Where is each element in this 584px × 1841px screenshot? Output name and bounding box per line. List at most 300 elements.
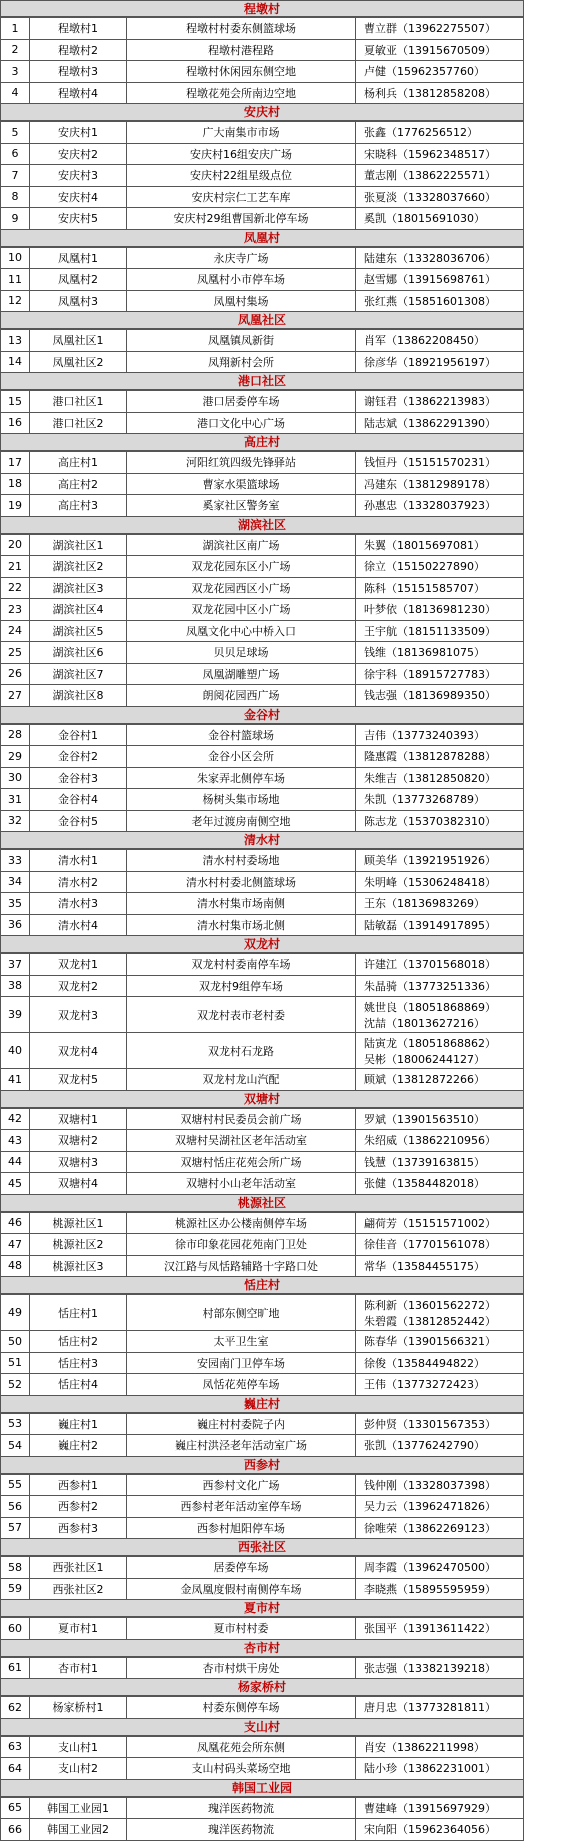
table-row [1, 1797, 524, 1819]
row-number: 18 [1, 473, 30, 495]
site-code: 双龙村3 [30, 997, 127, 1033]
site-location: 桃源社区办公楼南侧停车场 [127, 1212, 356, 1234]
site-location: 程墩花苑会所南边空地 [127, 82, 356, 104]
row-number: 26 [1, 663, 30, 685]
table-row [1, 1758, 524, 1780]
site-location: 凤凰文化中心中桥入口 [127, 620, 356, 642]
site-location: 村委东侧停车场 [127, 1697, 356, 1719]
row-number: 64 [1, 1758, 30, 1780]
site-code: 双塘村1 [30, 1108, 127, 1130]
site-location: 曹家水渠篮球场 [127, 473, 356, 495]
contact-cell [356, 1474, 524, 1496]
site-location: 瑰洋医药物流 [127, 1797, 356, 1819]
row-number: 33 [1, 850, 30, 872]
site-code: 湖滨社区7 [30, 663, 127, 685]
site-code: 恬庄村3 [30, 1352, 127, 1374]
row-number: 15 [1, 391, 30, 413]
contact-cell [356, 1108, 524, 1130]
table-row [1, 767, 524, 789]
contact-person: 陈利新（13601562272） [364, 1298, 496, 1312]
site-location: 凤凰花苑会所东侧 [127, 1736, 356, 1758]
contact-cell [356, 810, 524, 832]
row-number: 66 [1, 1819, 30, 1841]
contact-person: 彭仲贤（13301567353） [364, 1417, 496, 1431]
site-code: 湖滨社区2 [30, 556, 127, 578]
row-number: 59 [1, 1578, 30, 1600]
contact-person: 姚世良（18051868869） [364, 1000, 496, 1014]
contact-cell [356, 1657, 524, 1679]
table-row [1, 810, 524, 832]
group-header: 湖滨社区 [0, 517, 524, 534]
site-code: 金谷村2 [30, 746, 127, 768]
site-location: 居委停车场 [127, 1557, 356, 1579]
group-table [0, 1657, 524, 1680]
contact-cell [356, 893, 524, 915]
site-code: 恬庄村1 [30, 1295, 127, 1331]
row-number: 39 [1, 997, 30, 1033]
contact-person: 吴力云（13962471826） [364, 1500, 496, 1514]
site-location: 湖滨社区南广场 [127, 534, 356, 556]
row-number: 61 [1, 1657, 30, 1679]
contact-person: 唐月忠（13773281811） [364, 1701, 496, 1715]
contact-cell [356, 186, 524, 208]
group-header: 夏市村 [0, 1600, 524, 1617]
contact-cell [356, 1331, 524, 1353]
contact-person: 杨利兵（13812858208） [364, 86, 496, 100]
contact-cell [356, 1352, 524, 1374]
table-row [1, 1657, 524, 1679]
contact-person: 常华（13584455175） [364, 1259, 485, 1273]
contact-person: 徐佳音（17701561078） [364, 1238, 496, 1252]
row-number: 7 [1, 165, 30, 187]
contact-cell [356, 914, 524, 936]
contact-cell [356, 1295, 524, 1331]
site-code: 安庆村4 [30, 186, 127, 208]
contact-person: 张志强（13382139218） [364, 1661, 496, 1675]
contact-person: 钱志强（18136989350） [364, 689, 496, 703]
site-location: 金凤凰度假村南侧停车场 [127, 1578, 356, 1600]
site-location: 西参村文化广场 [127, 1474, 356, 1496]
site-location: 清水村集市场南侧 [127, 893, 356, 915]
contact-cell [356, 473, 524, 495]
table-row [1, 599, 524, 621]
site-code: 程墩村2 [30, 39, 127, 61]
table-row [1, 330, 524, 352]
table-row [1, 975, 524, 997]
contact-cell [356, 975, 524, 997]
table-row [1, 1736, 524, 1758]
site-code: 杏市村1 [30, 1657, 127, 1679]
table-row [1, 391, 524, 413]
group-header: 恬庄村 [0, 1277, 524, 1294]
site-location: 巍庄村洪泾老年活动室广场 [127, 1435, 356, 1457]
contact-person: 朱明峰（15306248418） [364, 875, 496, 889]
site-code: 安庆村3 [30, 165, 127, 187]
contact-cell [356, 290, 524, 312]
site-location: 双塘村村民委员会前广场 [127, 1108, 356, 1130]
site-code: 清水村3 [30, 893, 127, 915]
contact-person: 张国平（13913611422） [364, 1622, 496, 1636]
group-table [0, 849, 524, 936]
table-row [1, 1578, 524, 1600]
site-code: 西参村3 [30, 1517, 127, 1539]
table-row [1, 746, 524, 768]
row-number: 41 [1, 1069, 30, 1091]
site-location: 奚家社区警务室 [127, 495, 356, 517]
contact-person: 徐唯荣（13862269123） [364, 1521, 496, 1535]
contact-person: 张凯（13776242790） [364, 1439, 485, 1453]
table-row [1, 685, 524, 707]
group-table [0, 329, 524, 373]
table-row [1, 1374, 524, 1396]
site-code: 双塘村4 [30, 1173, 127, 1195]
table-row [1, 1557, 524, 1579]
row-number: 10 [1, 247, 30, 269]
contact-person: 张夏淡（13328037660） [364, 190, 496, 204]
site-location: 村部东侧空旷地 [127, 1295, 356, 1331]
contact-cell [356, 391, 524, 413]
site-location: 程墩村村委东侧篮球场 [127, 18, 356, 40]
site-location: 凤恬花苑停车场 [127, 1374, 356, 1396]
contact-person: 宋晓科（15962348517） [364, 147, 496, 161]
site-code: 湖滨社区6 [30, 642, 127, 664]
contact-cell [356, 1435, 524, 1457]
contact-person: 董志刚（13862225571） [364, 169, 496, 183]
table-row [1, 122, 524, 144]
contact-person: 冯建东（13812989178） [364, 477, 496, 491]
contact-person: 陈春华（13901566321） [364, 1335, 496, 1349]
group-table [0, 1474, 524, 1540]
contact-cell [356, 165, 524, 187]
site-code: 桃源社区2 [30, 1234, 127, 1256]
contact-cell [356, 556, 524, 578]
site-code: 程墩村4 [30, 82, 127, 104]
row-number: 40 [1, 1033, 30, 1069]
site-code: 桃源社区1 [30, 1212, 127, 1234]
contact-person: 顾斌（13812872266） [364, 1073, 485, 1087]
site-location: 安庆村16组安庆广场 [127, 143, 356, 165]
contact-cell [356, 663, 524, 685]
row-number: 56 [1, 1496, 30, 1518]
table-row [1, 534, 524, 556]
group-header: 杨家桥村 [0, 1679, 524, 1696]
site-location: 贝贝足球场 [127, 642, 356, 664]
group-table [0, 1736, 524, 1780]
contact-cell [356, 1413, 524, 1435]
table-row [1, 1413, 524, 1435]
group-table [0, 451, 524, 517]
site-location: 双塘村恬庄花苑会所广场 [127, 1151, 356, 1173]
site-location: 双龙村表市老村委 [127, 997, 356, 1033]
contact-person: 陆寅龙（18051868862） [364, 1036, 496, 1050]
group-table [0, 1696, 524, 1719]
site-code: 清水村4 [30, 914, 127, 936]
contact-person: 朱晶骑（13773251336） [364, 979, 496, 993]
contact-cell [356, 82, 524, 104]
site-code: 巍庄村2 [30, 1435, 127, 1457]
site-code: 凤凰社区2 [30, 351, 127, 373]
site-code: 清水村2 [30, 871, 127, 893]
table-row [1, 1618, 524, 1640]
row-number: 24 [1, 620, 30, 642]
table-row [1, 61, 524, 83]
contact-cell [356, 412, 524, 434]
group-header: 金谷村 [0, 707, 524, 724]
site-location: 港口文化中心广场 [127, 412, 356, 434]
row-number: 6 [1, 143, 30, 165]
row-number: 23 [1, 599, 30, 621]
contact-cell [356, 1557, 524, 1579]
contact-cell [356, 997, 524, 1033]
site-code: 程墩村1 [30, 18, 127, 40]
contact-person: 曹立群（13962275507） [364, 22, 496, 36]
table-row [1, 1173, 524, 1195]
site-location: 金谷村篮球场 [127, 724, 356, 746]
site-location: 西参村老年活动室停车场 [127, 1496, 356, 1518]
contact-person: 徐俊（13584494822） [364, 1356, 485, 1370]
contact-cell [356, 1130, 524, 1152]
contact-cell [356, 767, 524, 789]
site-location: 支山村码头菜场空地 [127, 1758, 356, 1780]
site-location: 港口居委停车场 [127, 391, 356, 413]
site-code: 双龙村1 [30, 954, 127, 976]
site-code: 凤凰村1 [30, 247, 127, 269]
row-number: 13 [1, 330, 30, 352]
table-row [1, 39, 524, 61]
site-location: 凤凰湖雕塑广场 [127, 663, 356, 685]
table-row [1, 850, 524, 872]
table-row [1, 954, 524, 976]
site-code: 西参村1 [30, 1474, 127, 1496]
contact-cell [356, 871, 524, 893]
contact-person: 吉伟（13773240393） [364, 728, 485, 742]
row-number: 45 [1, 1173, 30, 1195]
table-row [1, 1108, 524, 1130]
contact-cell [356, 351, 524, 373]
site-code: 安庆村5 [30, 208, 127, 230]
contact-cell [356, 452, 524, 474]
row-number: 48 [1, 1255, 30, 1277]
site-location: 徐市印象花园花苑南门卫处 [127, 1234, 356, 1256]
table-row [1, 556, 524, 578]
row-number: 4 [1, 82, 30, 104]
contact-cell [356, 61, 524, 83]
group-header: 清水村 [0, 832, 524, 849]
contact-cell [356, 1234, 524, 1256]
site-code: 凤凰社区1 [30, 330, 127, 352]
site-location: 凤凰村小市停车场 [127, 269, 356, 291]
table-row [1, 642, 524, 664]
contact-cell [356, 577, 524, 599]
contact-cell [356, 1819, 524, 1841]
site-location: 朗阅花园西广场 [127, 685, 356, 707]
site-code: 金谷村5 [30, 810, 127, 832]
contact-person: 陆小珍（13862231001） [364, 1762, 496, 1776]
table-row [1, 1697, 524, 1719]
contact-person: 钱慧（13739163815） [364, 1155, 485, 1169]
site-code: 巍庄村1 [30, 1413, 127, 1435]
table-row [1, 1130, 524, 1152]
row-number: 52 [1, 1374, 30, 1396]
contact-person: 王宇航（18151133509） [364, 624, 496, 638]
site-code: 西张社区2 [30, 1578, 127, 1600]
contact-cell [356, 599, 524, 621]
site-location: 凤凰镇凤新街 [127, 330, 356, 352]
contact-cell [356, 954, 524, 976]
group-table [0, 1294, 524, 1396]
row-number: 22 [1, 577, 30, 599]
row-number: 42 [1, 1108, 30, 1130]
site-location: 永庆寺广场 [127, 247, 356, 269]
contact-cell [356, 746, 524, 768]
table-row [1, 1033, 524, 1069]
contact-person: 肖军（13862208450） [364, 334, 485, 348]
group-table [0, 1212, 524, 1278]
site-code: 清水村1 [30, 850, 127, 872]
contact-cell [356, 1151, 524, 1173]
row-number: 11 [1, 269, 30, 291]
row-number: 43 [1, 1130, 30, 1152]
site-code: 夏市村1 [30, 1618, 127, 1640]
table-row [1, 495, 524, 517]
contact-cell [356, 1797, 524, 1819]
table-row [1, 1295, 524, 1331]
contact-person: 朱绍威（13862210956） [364, 1134, 496, 1148]
row-number: 51 [1, 1352, 30, 1374]
contact-person: 陈志龙（15370382310） [364, 814, 496, 828]
row-number: 17 [1, 452, 30, 474]
row-number: 19 [1, 495, 30, 517]
contact-cell [356, 1033, 524, 1069]
row-number: 44 [1, 1151, 30, 1173]
row-number: 27 [1, 685, 30, 707]
group-table [0, 121, 524, 230]
contact-person: 吴彬（18006244127） [364, 1052, 485, 1066]
table-row [1, 1517, 524, 1539]
table-row [1, 165, 524, 187]
row-number: 3 [1, 61, 30, 83]
table-row [1, 1819, 524, 1841]
table-row [1, 1212, 524, 1234]
table-row [1, 1234, 524, 1256]
group-table [0, 1797, 524, 1841]
row-number: 63 [1, 1736, 30, 1758]
group-header: 杏市村 [0, 1640, 524, 1657]
contact-cell [356, 724, 524, 746]
site-code: 双龙村5 [30, 1069, 127, 1091]
contact-cell [356, 1618, 524, 1640]
contact-cell [356, 1736, 524, 1758]
table-row [1, 452, 524, 474]
contact-person: 王伟（13773272423） [364, 1378, 485, 1392]
site-code: 支山村2 [30, 1758, 127, 1780]
group-header: 高庄村 [0, 434, 524, 451]
contact-person: 陈科（15151585707） [364, 581, 485, 595]
site-location: 程墩村港程路 [127, 39, 356, 61]
contact-cell [356, 1173, 524, 1195]
site-location: 安园南门卫停车场 [127, 1352, 356, 1374]
table-row [1, 724, 524, 746]
site-location: 安庆村宗仁工艺车库 [127, 186, 356, 208]
site-code: 西参村2 [30, 1496, 127, 1518]
site-location: 双龙村9组停车场 [127, 975, 356, 997]
contact-person: 谢钰君（13862213983） [364, 395, 496, 409]
table-row [1, 620, 524, 642]
site-code: 高庄村2 [30, 473, 127, 495]
group-header: 西张社区 [0, 1539, 524, 1556]
contact-person: 张鑫（1776256512） [364, 126, 478, 140]
row-number: 20 [1, 534, 30, 556]
contact-cell [356, 330, 524, 352]
site-location: 双龙花园中区小广场 [127, 599, 356, 621]
row-number: 29 [1, 746, 30, 768]
contact-cell [356, 620, 524, 642]
contact-person: 沈喆（18013627216） [364, 1016, 485, 1030]
row-number: 55 [1, 1474, 30, 1496]
row-number: 16 [1, 412, 30, 434]
row-number: 8 [1, 186, 30, 208]
contact-person: 张红燕（15851601308） [364, 294, 496, 308]
contact-person: 隆惠霞（13812878288） [364, 750, 496, 764]
contact-person: 朱凯（13773268789） [364, 793, 485, 807]
row-number: 2 [1, 39, 30, 61]
contact-cell [356, 1255, 524, 1277]
contact-person: 王东（18136983269） [364, 897, 485, 911]
contact-cell [356, 1496, 524, 1518]
row-number: 32 [1, 810, 30, 832]
table-row [1, 18, 524, 40]
contact-person: 陆建东（13328036706） [364, 251, 496, 265]
group-header: 凤凰社区 [0, 312, 524, 329]
contact-cell [356, 1758, 524, 1780]
contact-person: 夏敏亚（13915670509） [364, 43, 496, 57]
site-code: 韩国工业园2 [30, 1819, 127, 1841]
contact-person: 钱恒丹（15151570231） [364, 456, 496, 470]
table-row [1, 1331, 524, 1353]
site-code: 双塘村2 [30, 1130, 127, 1152]
contact-person: 周李霞（13962470500） [364, 1561, 496, 1575]
site-code: 金谷村3 [30, 767, 127, 789]
contact-person: 李晓燕（15895595959） [364, 1582, 496, 1596]
contact-cell [356, 1069, 524, 1091]
site-code: 高庄村1 [30, 452, 127, 474]
site-code: 湖滨社区5 [30, 620, 127, 642]
row-number: 21 [1, 556, 30, 578]
table-row [1, 1435, 524, 1457]
site-code: 恬庄村4 [30, 1374, 127, 1396]
site-location: 汉江路与凤恬路辅路十字路口处 [127, 1255, 356, 1277]
contact-cell [356, 1374, 524, 1396]
group-table [0, 1108, 524, 1195]
contact-person: 翩荷芳（15151571002） [364, 1216, 496, 1230]
table-row [1, 82, 524, 104]
contact-person: 孙惠忠（13328037923） [364, 499, 496, 513]
group-table [0, 724, 524, 833]
right-margin [528, 0, 584, 1757]
table-row [1, 577, 524, 599]
contact-person: 奚凯（18015691030） [364, 212, 485, 226]
group-table [0, 1413, 524, 1457]
row-number: 60 [1, 1618, 30, 1640]
site-location: 双龙村龙山汽配 [127, 1069, 356, 1091]
site-code: 西张社区1 [30, 1557, 127, 1579]
site-code: 安庆村1 [30, 122, 127, 144]
group-table [0, 1617, 524, 1640]
table-row [1, 663, 524, 685]
site-code: 港口社区2 [30, 412, 127, 434]
group-table [0, 17, 524, 104]
site-location: 巍庄村村委院子内 [127, 1413, 356, 1435]
